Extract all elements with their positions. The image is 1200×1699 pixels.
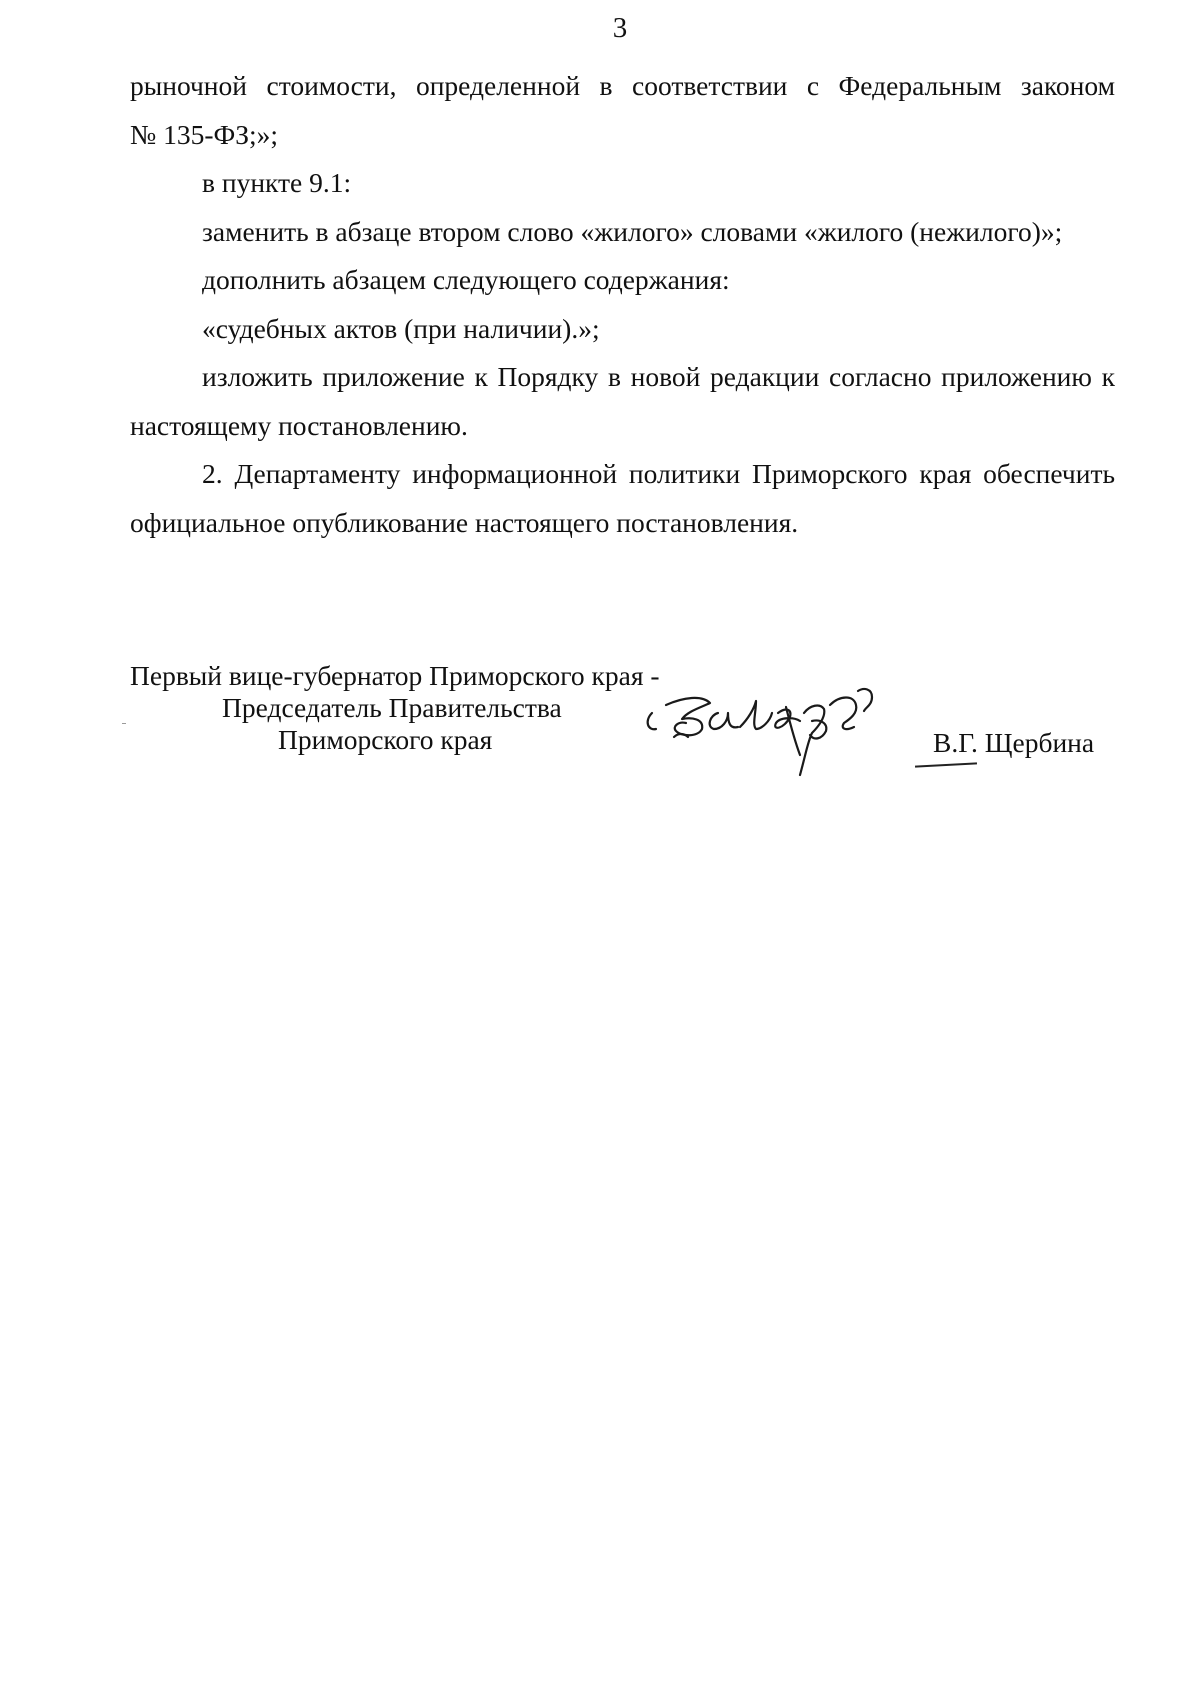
handwritten-signature bbox=[644, 683, 914, 788]
signatory-title-line-2: Председатель Правительства bbox=[222, 692, 562, 723]
signatory-title-line-3: Приморского края bbox=[278, 724, 493, 755]
signatory-title-block bbox=[130, 660, 660, 756]
paragraph-court-acts: «судебных актов (при наличии).»; bbox=[202, 312, 600, 344]
paragraph-add-abzac: дополнить абзацем следующего содержания: bbox=[202, 264, 730, 295]
scan-speck bbox=[122, 723, 126, 724]
paragraph-appendix: изложить приложение к Порядку в новой редакции согласно приложению к настоящему постановлению. bbox=[130, 361, 1115, 441]
signer-name-underline bbox=[915, 762, 977, 767]
paragraph-law-reference: № 135-ФЗ;»; bbox=[130, 118, 279, 150]
paragraph-department-publication: 2. Департаменту информационной политики Приморского края обеспечить официальное опубликование настоящего постановления. bbox=[130, 458, 1115, 538]
page-number: 3 bbox=[612, 12, 628, 44]
paragraph-continuation: рыночной стоимости, определенной в соответствии с Федеральным законом bbox=[130, 70, 1115, 101]
signatory-title-line-1: Первый вице-губернатор Приморского края - bbox=[130, 660, 660, 691]
signer-name: В.Г. Щербина bbox=[933, 727, 1095, 758]
paragraph-replace-word: заменить в абзаце втором слово «жилого» словами «жилого (нежилого)»; bbox=[202, 215, 1063, 247]
paragraph-item-9-1: в пункте 9.1: bbox=[202, 167, 352, 198]
document-body bbox=[130, 62, 1115, 547]
